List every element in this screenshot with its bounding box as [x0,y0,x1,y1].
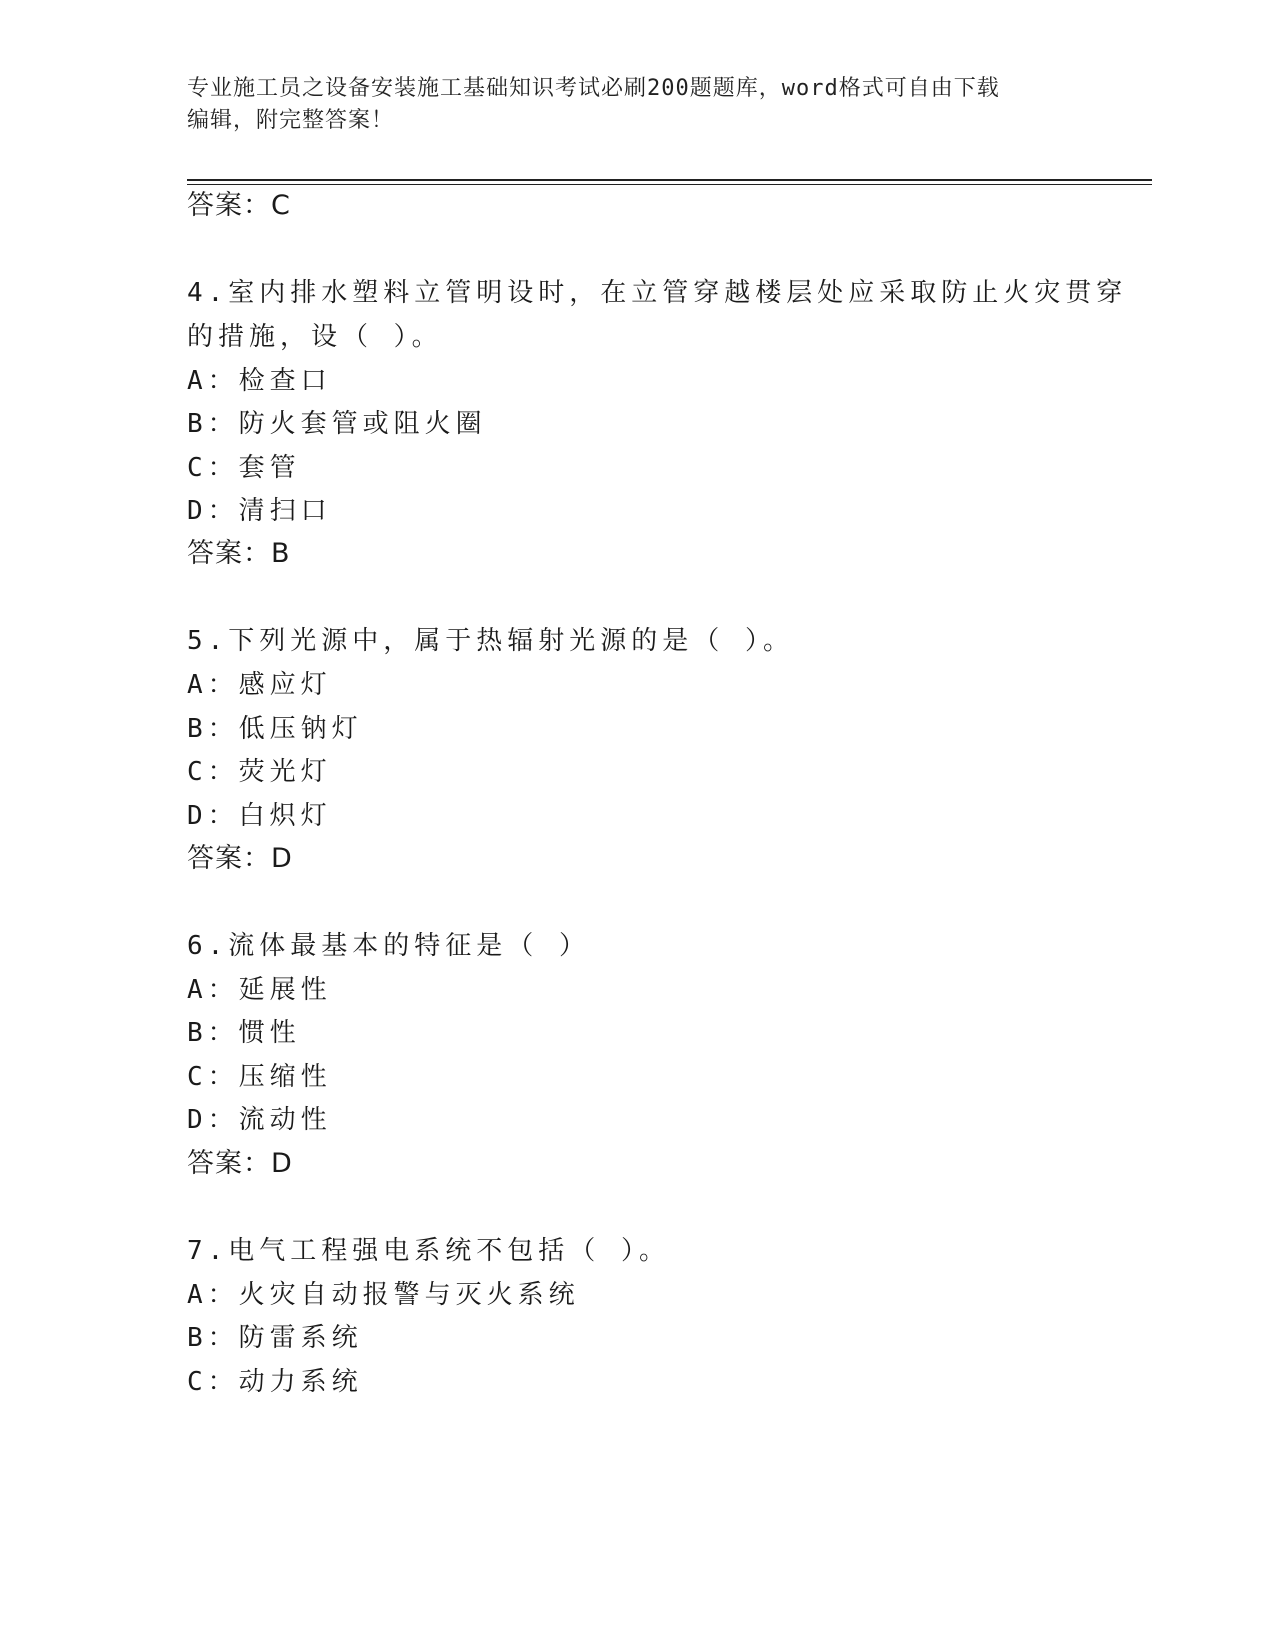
q6-option-a: A：延展性 [187,975,332,1005]
q6-answer: 答案：D [187,1148,293,1179]
q6-option-b: B：惯性 [187,1018,301,1048]
q6-option-c: C：压缩性 [187,1062,332,1092]
q4-option-a: A：检查口 [187,366,332,396]
q4-option-c: C：套管 [187,453,301,483]
q4-option-b: B：防火套管或阻火圈 [187,409,487,439]
header-divider-thick [187,179,1152,181]
q7-option-a: A：火灾自动报警与灭火系统 [187,1280,580,1310]
q6-option-d: D：流动性 [187,1105,332,1135]
q6-stem: 6.流体最基本的特征是（ ） [187,931,590,961]
q5-answer: 答案：D [187,843,293,874]
header-line-2: 编辑，附完整答案！ [187,108,395,133]
q7-stem: 7.电气工程强电系统不包括（ ）。 [187,1236,670,1266]
header-divider-thin [187,184,1152,185]
q3-answer: 答案：C [187,190,291,221]
q5-stem: 5.下列光源中，属于热辐射光源的是（ ）。 [187,626,794,656]
header-line-1: 专业施工员之设备安装施工基础知识考试必刷200题题库，word格式可自由下载 [187,76,1000,101]
q4-stem-line-2: 的措施，设（ ）。 [187,322,443,352]
q5-option-b: B：低压钠灯 [187,714,363,744]
q5-option-a: A：感应灯 [187,670,332,700]
q7-option-c: C：动力系统 [187,1367,363,1397]
q7-option-b: B：防雷系统 [187,1323,363,1353]
document-header [187,73,1087,137]
q4-option-d: D：清扫口 [187,496,332,526]
q4-answer: 答案：B [187,538,291,569]
q4-stem-line-1: 4.室内排水塑料立管明设时，在立管穿越楼层处应采取防止火灾贯穿 [187,278,1128,308]
q5-option-c: C：荧光灯 [187,757,332,787]
q5-option-d: D：白炽灯 [187,801,332,831]
